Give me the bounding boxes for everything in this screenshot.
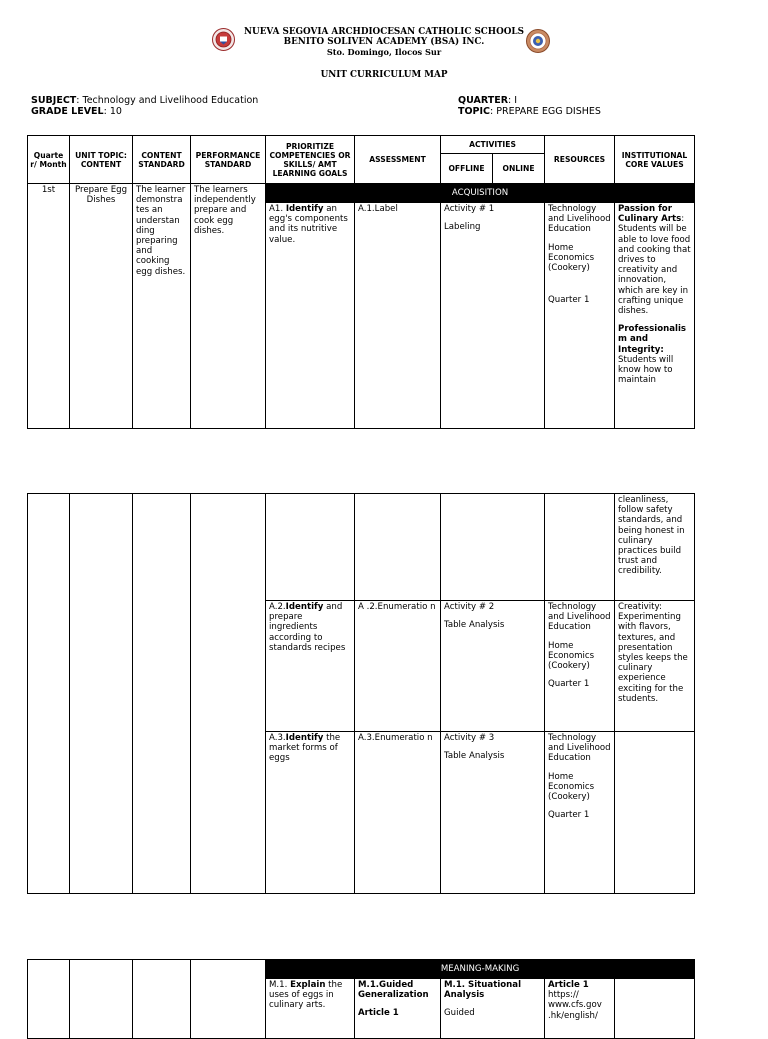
assessment-cell	[355, 979, 441, 1039]
resource-home-economics: Home Economics (Cookery)	[548, 771, 595, 803]
table-row	[28, 960, 695, 979]
resources-cell	[545, 203, 615, 429]
competency-cell	[266, 732, 355, 894]
core-value-title: Professionalis m and Integrity:	[618, 324, 687, 355]
core-values-cell: Creativity: Experimenting with flavors, textures, and presentation styles keeps the culinary experience exciting for the students.	[615, 601, 695, 732]
resource-title: Article 1	[548, 980, 589, 990]
quarter-line	[458, 95, 517, 106]
quarter-cell	[28, 494, 70, 894]
activity-number: Activity # 2	[444, 602, 495, 612]
quarter-label: QUARTER	[458, 95, 509, 106]
table-row	[28, 184, 695, 203]
competency-code: A.2.	[269, 602, 286, 612]
activity-subtitle: Guided	[444, 1008, 475, 1019]
activity-name: Table Analysis	[444, 751, 505, 762]
school-network-name: NUEVA SEGOVIA ARCHDIOCESAN CATHOLIC SCHOOLS	[244, 27, 524, 37]
header-row-top	[28, 136, 695, 154]
grade-label: GRADE LEVEL	[31, 106, 104, 117]
activity-cell	[441, 203, 545, 429]
core-values-cell	[615, 979, 695, 1039]
unit-topic-cell	[70, 494, 133, 894]
content-standard-cell: The learner demonstra tes an understan ding preparing and cooking egg dishes.	[133, 184, 191, 429]
quarter-cell: 1st	[28, 184, 70, 429]
resource-tle: Technology and Livelihood Education	[548, 733, 611, 764]
assessment-cell	[355, 494, 441, 601]
subject-label: SUBJECT	[31, 95, 77, 106]
grade-line	[31, 106, 122, 117]
activity-number: Activity # 3	[444, 733, 495, 743]
competency-verb: Identify	[285, 733, 324, 743]
resource-quarter: Quarter 1	[548, 810, 590, 821]
acquisition-band: ACQUISITION	[266, 184, 695, 203]
core-value-text: : Students will be able to love food and cooking that drives to creativity and innovation, which are key in crafting unique dishes.	[618, 214, 691, 317]
competency-cell	[266, 494, 355, 601]
competency-cell	[266, 203, 355, 429]
competency-text: the market forms of eggs	[269, 733, 341, 764]
curriculum-map-table-1	[27, 135, 695, 429]
competency-text: and prepare ingredients according to standards recipes	[269, 602, 346, 653]
assessment-cell: A .2.Enumeratio n	[355, 601, 441, 732]
resource-home-economics: Home Economics (Cookery)	[548, 242, 595, 274]
table-row	[28, 494, 695, 601]
topic-line	[458, 106, 601, 117]
competency-cell	[266, 601, 355, 732]
topic-value: : PREPARE EGG DISHES	[490, 106, 601, 117]
col-header-assessment: ASSESSMENT	[355, 136, 441, 184]
core-value-title: Passion for Culinary Arts	[618, 204, 682, 225]
core-value-professionalism	[618, 324, 691, 385]
resource-url: https:// www.cfs.gov .hk/english/	[548, 990, 602, 1021]
competency-verb: Identify	[285, 602, 324, 612]
content-standard-cell	[133, 494, 191, 894]
resource-tle: Technology and Livelihood Education	[548, 204, 611, 235]
subject-line	[31, 95, 258, 106]
activity-title: M.1. Situational Analysis	[444, 980, 522, 1001]
activity-cell	[441, 601, 545, 732]
competency-cell	[266, 979, 355, 1039]
col-header-core-values: INSTITUTIONAL CORE VALUES	[615, 136, 695, 184]
col-header-resources: RESOURCES	[545, 136, 615, 184]
performance-standard-cell	[191, 960, 266, 1039]
activity-cell	[441, 979, 545, 1039]
assessment-cell: A.3.Enumeratio n	[355, 732, 441, 894]
resources-cell	[545, 494, 615, 601]
assessment-title: M.1.Guided Generalization	[358, 980, 429, 1001]
resource-tle: Technology and Livelihood Education	[548, 602, 611, 633]
col-header-performance-standard: PERFORMANCE STANDARD	[191, 136, 266, 184]
competency-code: M.1.	[269, 980, 291, 990]
meaning-making-band: MEANING-MAKING	[266, 960, 695, 979]
competency-verb: Identify	[285, 204, 324, 214]
resources-cell	[545, 979, 615, 1039]
core-values-cell	[615, 203, 695, 429]
resource-quarter: Quarter 1	[548, 295, 590, 306]
activity-name: Table Analysis	[444, 620, 505, 631]
resource-home-economics: Home Economics (Cookery)	[548, 640, 595, 672]
quarter-cell	[28, 960, 70, 1039]
resources-cell	[545, 732, 615, 894]
col-header-competencies: PRIORITIZE COMPETENCIES OR SKILLS/ AMT LEARNING GOALS	[266, 136, 355, 184]
resources-cell	[545, 601, 615, 732]
subject-value: : Technology and Livelihood Education	[76, 95, 259, 106]
col-header-content-standard: CONTENT STANDARD	[133, 136, 191, 184]
competency-code: A1.	[269, 204, 286, 214]
competency-text: the uses of eggs in culinary arts.	[269, 980, 343, 1011]
activity-name: Labeling	[444, 222, 481, 233]
quarter-value: : I	[508, 95, 518, 106]
col-header-activities: ACTIVITIES	[441, 136, 545, 154]
col-header-quarter: Quarte r/ Month	[28, 136, 70, 184]
col-header-offline: OFFLINE	[441, 154, 493, 184]
activity-cell	[441, 732, 545, 894]
grade-value: : 10	[103, 106, 122, 117]
activity-number: Activity # 1	[444, 204, 495, 214]
core-values-cell: cleanliness, follow safety standards, and being honest in culinary practices build trust and credibility.	[615, 494, 695, 601]
core-value-passion	[618, 204, 691, 316]
col-header-unit-topic: UNIT TOPIC: CONTENT	[70, 136, 133, 184]
competency-text: an egg's components and its nutritive value.	[269, 204, 348, 245]
school-name: BENITO SOLIVEN ACADEMY (BSA) INC.	[283, 37, 485, 47]
unit-topic-cell: Prepare Egg Dishes	[70, 184, 133, 429]
document-title: UNIT CURRICULUM MAP	[320, 70, 448, 80]
competency-verb: Explain	[290, 980, 326, 990]
content-standard-cell	[133, 960, 191, 1039]
competency-code: A.3.	[269, 733, 286, 743]
resource-quarter: Quarter 1	[548, 679, 590, 690]
assessment-subtitle: Article 1	[358, 1008, 399, 1019]
unit-topic-cell	[70, 960, 133, 1039]
performance-standard-cell: The learners independently prepare and cook egg dishes.	[191, 184, 266, 429]
core-values-cell	[615, 732, 695, 894]
activity-cell	[441, 494, 545, 601]
curriculum-map-table-3	[27, 959, 695, 1039]
assessment-cell: A.1.Label	[355, 203, 441, 429]
school-address: Sto. Domingo, Ilocos Sur	[326, 47, 442, 57]
col-header-online: ONLINE	[493, 154, 545, 184]
topic-label: TOPIC	[458, 106, 491, 117]
curriculum-map-table-2	[27, 493, 695, 894]
performance-standard-cell	[191, 494, 266, 894]
core-value-text: Students will know how to maintain	[618, 354, 674, 386]
